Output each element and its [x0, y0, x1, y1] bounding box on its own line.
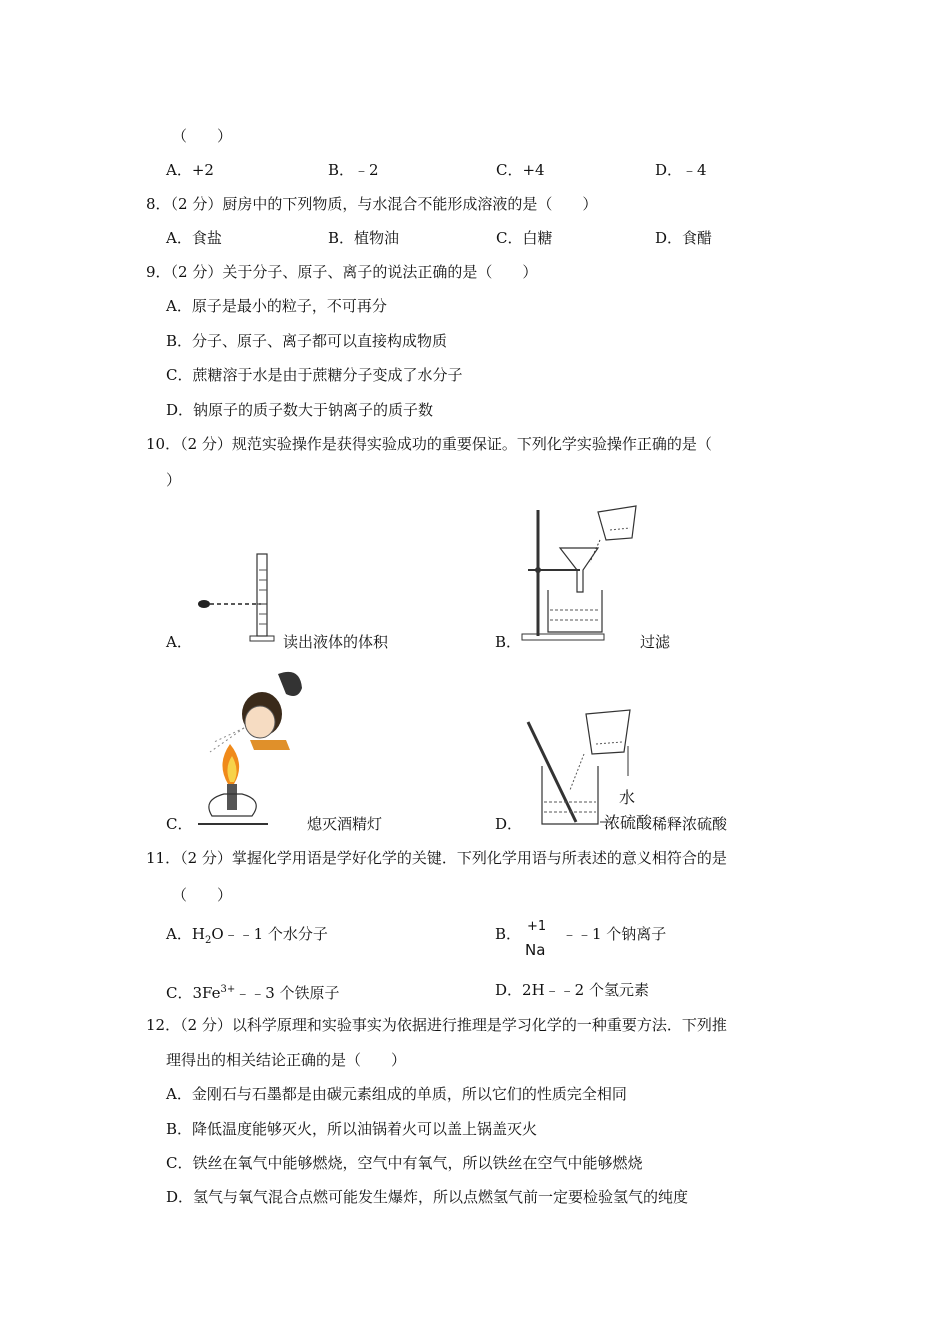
- q8-option-c[interactable]: C．白糖: [496, 229, 553, 247]
- q10-option-d-text: 稀释浓硫酸: [652, 815, 728, 833]
- q11-a-letter: A．: [166, 925, 192, 943]
- q7-option-d[interactable]: D．﹣4: [655, 161, 707, 179]
- q7-option-a[interactable]: A．+2: [166, 161, 214, 179]
- q8-stem: 8．（2 分）厨房中的下列物质，与水混合不能形成溶液的是（ ）: [146, 195, 598, 213]
- q9-option-a[interactable]: A．原子是最小的粒子，不可再分: [166, 297, 387, 315]
- q10-d-label-water: 水: [619, 788, 636, 807]
- graduated-cylinder-reading-figure: [195, 550, 285, 645]
- q11-c-sup: 3+: [220, 984, 236, 995]
- q10-option-c-letter[interactable]: C．: [166, 815, 193, 833]
- q11-b-symbol: Na: [525, 941, 546, 959]
- q11-b-text: ﹣﹣1 个钠离子: [562, 925, 667, 943]
- q11-option-c[interactable]: [166, 980, 340, 1003]
- q10-option-d-letter[interactable]: D．: [495, 815, 523, 833]
- q9-option-c[interactable]: C．蔗糖溶于水是由于蔗糖分子变成了水分子: [166, 366, 463, 384]
- q7-option-c[interactable]: C．+4: [496, 161, 545, 179]
- q10-stem-end: ）: [166, 471, 182, 489]
- q7-option-b[interactable]: B．﹣2: [328, 161, 379, 179]
- q11-d-text: 2H﹣﹣2 个氢元素: [522, 981, 649, 999]
- q11-a-sub: 2: [204, 935, 212, 946]
- q10-option-a-text: 读出液体的体积: [283, 633, 389, 651]
- filtration-apparatus-figure: [520, 500, 645, 645]
- q12-option-a[interactable]: A．金刚石与石墨都是由碳元素组成的单质，所以它们的性质完全相同: [166, 1085, 627, 1103]
- q11-d-letter: D．: [495, 981, 523, 999]
- q11-b-letter[interactable]: B．: [495, 925, 522, 943]
- q11-a-formula2: O: [211, 925, 224, 943]
- q11-c-formula: 3Fe: [192, 984, 221, 1002]
- q12-stem: 12．（2 分）以科学原理和实验事实为依据进行推理是学习化学的一种重要方法．下列推: [146, 1016, 727, 1034]
- q11-b-charge: +1: [527, 919, 547, 934]
- alcohol-lamp-blowing-figure: [190, 666, 310, 831]
- q10-stem: 10．（2 分）规范实验操作是获得实验成功的重要保证。下列化学实验操作正确的是（: [146, 435, 712, 453]
- q11-c-text: ﹣﹣3 个铁原子: [235, 984, 340, 1002]
- q11-a-formula: H: [191, 925, 205, 943]
- q10-option-c-text: 熄灭酒精灯: [307, 815, 383, 833]
- q12-stem-2: 理得出的相关结论正确的是（ ）: [166, 1051, 407, 1069]
- q10-option-a-letter[interactable]: A．: [166, 633, 192, 651]
- q11-stem: 11．（2 分）掌握化学用语是学好化学的关键．下列化学用语与所表述的意义相符合的是: [146, 849, 727, 867]
- q11-a-text: ﹣﹣1 个水分子: [223, 925, 328, 943]
- q8-option-b[interactable]: B．植物油: [328, 229, 400, 247]
- q11-paren: （ ）: [172, 886, 233, 904]
- q12-option-b[interactable]: B．降低温度能够灭火，所以油锅着火可以盖上锅盖灭火: [166, 1120, 538, 1138]
- q8-option-d[interactable]: D．食醋: [655, 229, 713, 247]
- q10-option-b-letter[interactable]: B．: [495, 633, 522, 651]
- q12-option-c[interactable]: C．铁丝在氧气中能够燃烧，空气中有氧气，所以铁丝在空气中能够燃烧: [166, 1154, 643, 1172]
- q12-option-d[interactable]: D．氢气与氧气混合点燃可能发生爆炸，所以点燃氢气前一定要检验氢气的纯度: [166, 1188, 689, 1206]
- q8-option-a[interactable]: A．食盐: [166, 229, 222, 247]
- q11-option-a[interactable]: [166, 924, 328, 951]
- q9-option-b[interactable]: B．分子、原子、离子都可以直接构成物质: [166, 332, 448, 350]
- q10-d-label-acid: 浓硫酸: [604, 813, 653, 832]
- q9-option-d[interactable]: D．钠原子的质子数大于钠离子的质子数: [166, 401, 434, 419]
- q10-option-b-text: 过滤: [640, 633, 671, 651]
- q11-option-d[interactable]: [495, 980, 649, 1000]
- q11-c-letter: C．: [166, 984, 193, 1002]
- q7-paren: （ ）: [172, 127, 233, 145]
- q9-stem: 9．（2 分）关于分子、原子、离子的说法正确的是（ ）: [146, 263, 538, 281]
